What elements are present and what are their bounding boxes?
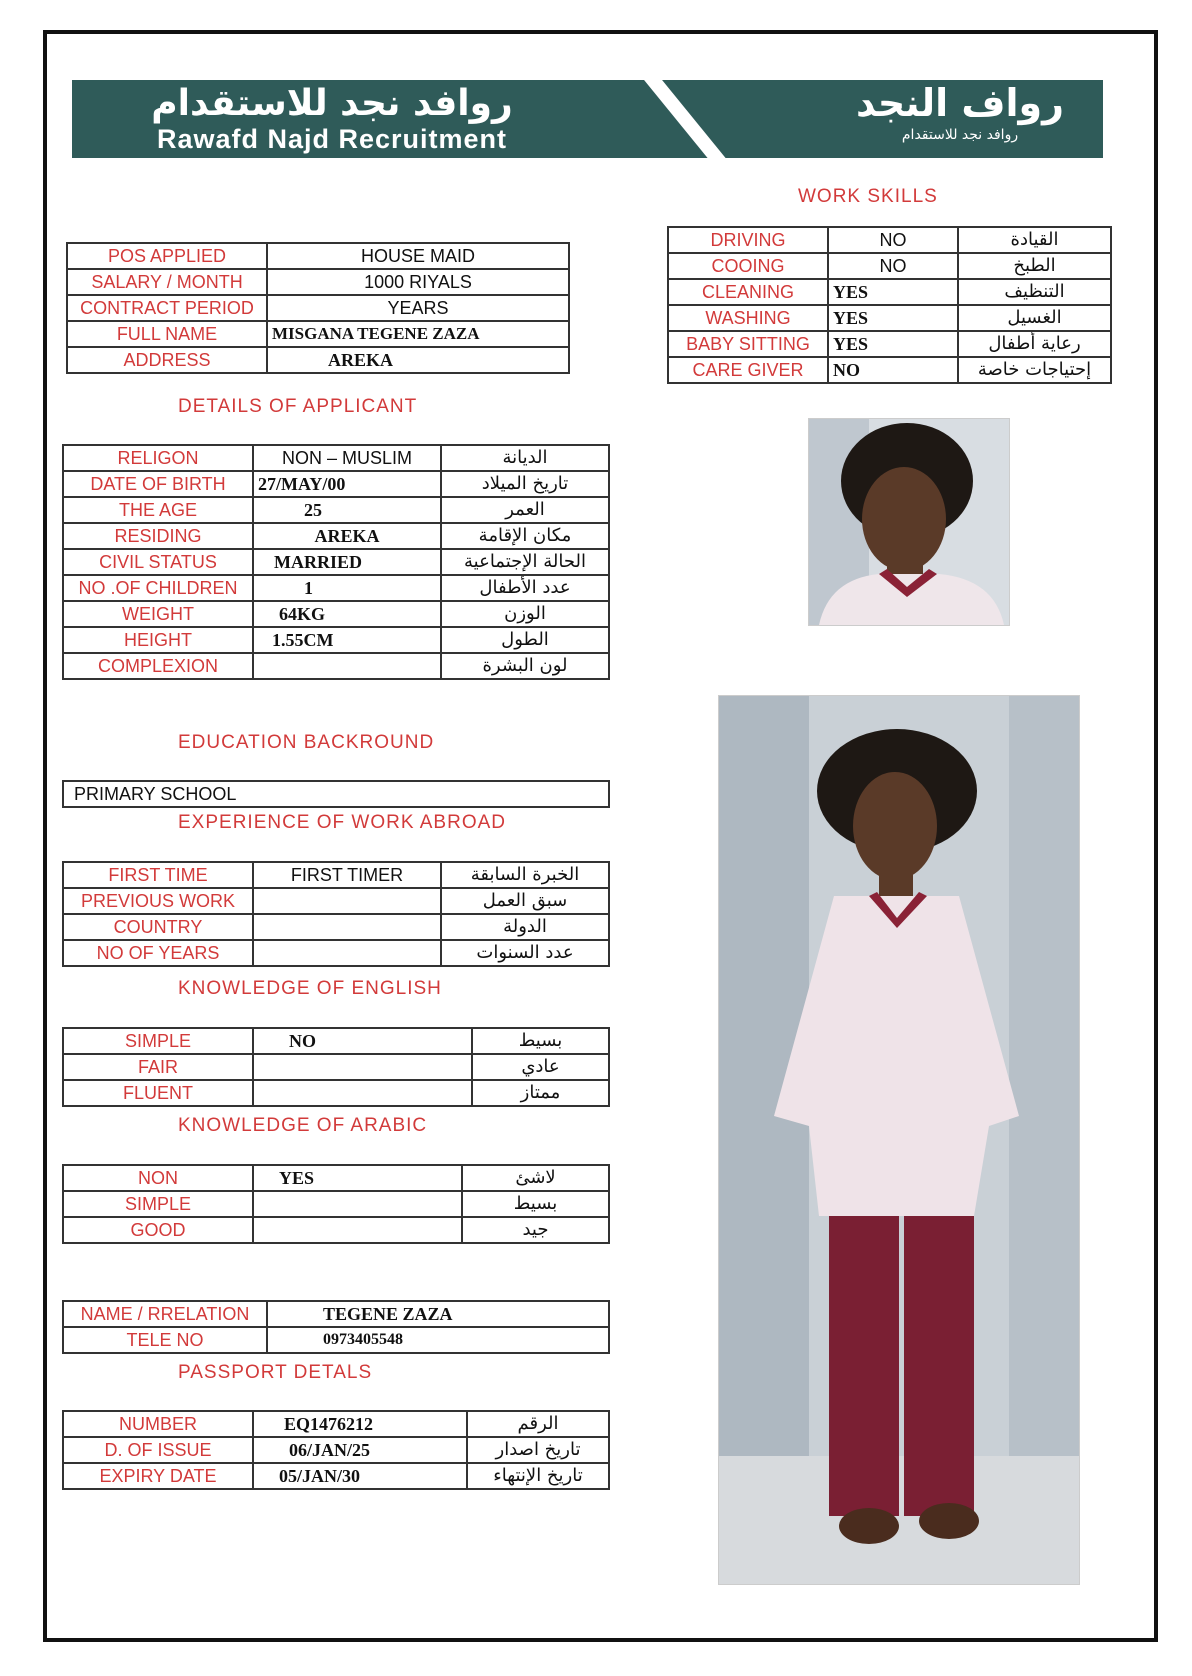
table-row [63,940,609,966]
row-label: COUNTRY [63,914,253,940]
row-value: YEARS [267,295,569,321]
row-label: POS APPLIED [67,243,267,269]
row-label: THE AGE [63,497,253,523]
table-row [63,549,609,575]
row-arabic: تاريخ اصدار [467,1437,609,1463]
row-label: CLEANING [668,279,828,305]
row-label: SIMPLE [63,1028,253,1054]
table-row [63,575,609,601]
row-value: YES [828,331,958,357]
table-row [67,269,569,295]
logo-mark: رواف النجد [855,81,1065,125]
row-value: YES [828,305,958,331]
row-arabic: الغسيل [958,305,1111,331]
row-arabic: الطول [441,627,609,653]
row-arabic: الرقم [467,1411,609,1437]
row-value: 27/MAY/00 [253,471,441,497]
row-arabic: الوزن [441,601,609,627]
row-label: NO .OF CHILDREN [63,575,253,601]
work-skills-table [667,226,1112,384]
row-value [253,940,441,966]
education-value: PRIMARY SCHOOL [63,781,609,807]
education-table [62,780,610,808]
row-value: 0973405548 [267,1327,609,1353]
row-value: 06/JAN/25 [253,1437,467,1463]
table-row [63,1165,609,1191]
table-row [63,1028,609,1054]
table-row [668,305,1111,331]
row-value: NON – MUSLIM [253,445,441,471]
table-row [668,357,1111,383]
company-logo [840,80,1080,150]
row-value: 05/JAN/30 [253,1463,467,1489]
work-skills-heading: WORK SKILLS [798,186,938,207]
row-label: SIMPLE [63,1191,253,1217]
arabic-table [62,1164,610,1244]
row-arabic: القيادة [958,227,1111,253]
row-arabic: لاشئ [462,1165,609,1191]
logo-subtitle: روافد نجد للاستقدام [901,127,1019,143]
row-value: YES [828,279,958,305]
row-label: NAME / RRELATION [63,1301,267,1327]
row-value: NO [828,253,958,279]
row-value: 64KG [253,601,441,627]
row-arabic: جيد [462,1217,609,1243]
relation-table [62,1300,610,1354]
table-row [63,1054,609,1080]
table-row [63,781,609,807]
row-arabic: الطبخ [958,253,1111,279]
row-arabic: إحتياجات خاصة [958,357,1111,383]
row-value [253,1080,472,1106]
row-label: COOING [668,253,828,279]
row-arabic: الحالة الإجتماعية [441,549,609,575]
row-label: FAIR [63,1054,253,1080]
row-arabic: رعاية أطفال [958,331,1111,357]
table-row [67,347,569,373]
row-label: HEIGHT [63,627,253,653]
row-arabic: عدد الأطفال [441,575,609,601]
table-row [67,295,569,321]
english-table [62,1027,610,1107]
passport-heading: PASSPORT DETALS [178,1362,373,1383]
row-label: NO OF YEARS [63,940,253,966]
row-arabic: الدولة [441,914,609,940]
row-value [253,888,441,914]
row-value [253,1217,462,1243]
position-table [66,242,570,374]
row-label: DRIVING [668,227,828,253]
row-label: CIVIL STATUS [63,549,253,575]
row-value: HOUSE MAID [267,243,569,269]
row-value: 1.55CM [253,627,441,653]
row-label: TELE NO [63,1327,267,1353]
row-arabic: عدد السنوات [441,940,609,966]
row-value: MARRIED [253,549,441,575]
table-row [63,1463,609,1489]
row-value: 1000 RIYALS [267,269,569,295]
row-arabic: عادي [472,1054,609,1080]
table-row [63,471,609,497]
table-row [63,1301,609,1327]
row-label: BABY SITTING [668,331,828,357]
row-label: CONTRACT PERIOD [67,295,267,321]
row-label: WEIGHT [63,601,253,627]
row-label: COMPLEXION [63,653,253,679]
table-row [63,497,609,523]
passport-table [62,1410,610,1490]
row-value: YES [253,1165,462,1191]
row-label: ADDRESS [67,347,267,373]
row-label: FLUENT [63,1080,253,1106]
row-arabic: تاريخ الميلاد [441,471,609,497]
row-value: NO [253,1028,472,1054]
row-label: RELIGON [63,445,253,471]
row-value: NO [828,357,958,383]
row-arabic: بسيط [472,1028,609,1054]
details-table [62,444,610,680]
table-row [63,1217,609,1243]
row-label: PREVIOUS WORK [63,888,253,914]
row-arabic: التنظيف [958,279,1111,305]
row-label: D. OF ISSUE [63,1437,253,1463]
row-label: DATE OF BIRTH [63,471,253,497]
row-arabic: لون البشرة [441,653,609,679]
row-value: EQ1476212 [253,1411,467,1437]
table-row [63,862,609,888]
row-value [253,1054,472,1080]
table-row [63,1191,609,1217]
full-body-photo [718,695,1080,1585]
row-arabic: العمر [441,497,609,523]
english-heading: KNOWLEDGE OF ENGLISH [178,978,442,999]
table-row [668,253,1111,279]
table-row [63,1080,609,1106]
row-arabic: تاريخ الإنتهاء [467,1463,609,1489]
row-label: SALARY / MONTH [67,269,267,295]
table-row [67,321,569,347]
row-arabic: الخبرة السابقة [441,862,609,888]
table-row [668,227,1111,253]
title-arabic: روافد نجد للاستقدام [151,83,513,124]
details-heading: DETAILS OF APPLICANT [178,396,418,417]
table-row [63,445,609,471]
row-arabic: سبق العمل [441,888,609,914]
table-row [63,627,609,653]
row-label: CARE GIVER [668,357,828,383]
table-row [668,279,1111,305]
row-label: FULL NAME [67,321,267,347]
table-row [63,523,609,549]
row-arabic: بسيط [462,1191,609,1217]
row-label: WASHING [668,305,828,331]
table-row [63,653,609,679]
experience-table [62,861,610,967]
row-value [253,1191,462,1217]
row-value: 25 [253,497,441,523]
portrait-photo [808,418,1010,626]
table-row [63,601,609,627]
row-value: TEGENE ZAZA [267,1301,609,1327]
row-value: NO [828,227,958,253]
row-arabic: مكان الإقامة [441,523,609,549]
row-label: FIRST TIME [63,862,253,888]
row-value: FIRST TIMER [253,862,441,888]
title-english: Rawafd Najd Recruitment [156,124,508,154]
row-arabic: ممتاز [472,1080,609,1106]
table-row [67,243,569,269]
table-row [63,888,609,914]
row-label: GOOD [63,1217,253,1243]
row-value: AREKA [253,523,441,549]
table-row [63,914,609,940]
row-label: RESIDING [63,523,253,549]
row-value [253,653,441,679]
table-row [63,1411,609,1437]
row-value: AREKA [267,347,569,373]
education-heading: EDUCATION BACKROUND [178,732,435,753]
arabic-heading: KNOWLEDGE OF ARABIC [178,1115,428,1136]
banner-slash-decoration [600,48,750,188]
row-value [253,914,441,940]
row-value: MISGANA TEGENE ZAZA [267,321,569,347]
table-row [63,1437,609,1463]
table-row [668,331,1111,357]
row-label: NUMBER [63,1411,253,1437]
row-value: 1 [253,575,441,601]
row-label: NON [63,1165,253,1191]
table-row [63,1327,609,1353]
experience-heading: EXPERIENCE OF WORK ABROAD [178,812,506,833]
row-label: EXPIRY DATE [63,1463,253,1489]
row-arabic: الديانة [441,445,609,471]
